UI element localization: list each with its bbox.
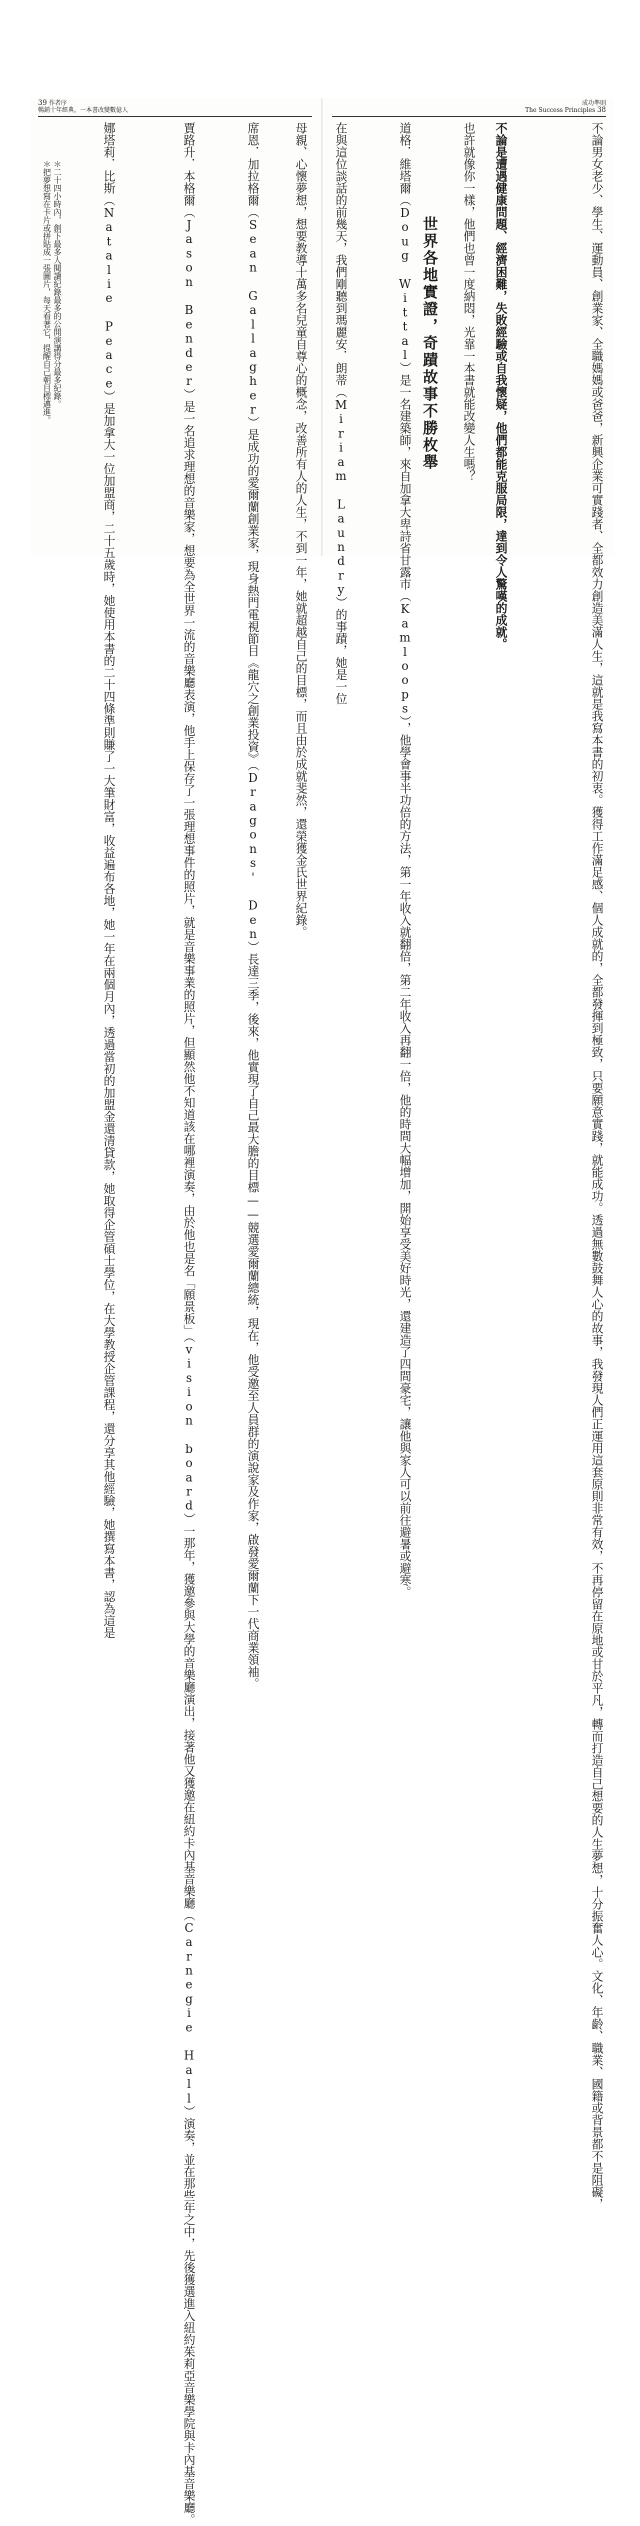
right-paragraph-2: 也許就像你一樣，他們也曾一度納悶，光靠一本書就能改變人生嗎？ [462,122,476,482]
footnote-1: ＊二十四小時內，創下最多人閱讀紀錄最多的公開演講得分最多紀錄。 [53,160,62,408]
left-header-rule [38,116,312,117]
book-spread [30,98,614,2526]
left-paragraph-3: 賈路升．本格爾（Jason Bender）是一名追求理想的音樂家，想要為全世界一流的音樂廳表演，他手上保存了一張理想事件的照片，就是音樂事業的照片，但顯然他不知道該在哪裡演奏，由於他也是名「願景板」（vision board）一那年，獲邀參與大學的音樂廳演出，接著他又獲邀在紐約卡內基音樂廳（Carnegie Hall）演奏，並在那些年之中，先後獲選進入紐約茱莉亞音樂學院與卡內基音樂廳。 [182,122,196,2526]
right-paragraph-3: 道格．維塔爾（Doug Wittal）是一名建築師，來自加拿大卑詩省甘露市（Kamloops），他學會事半功倍的方法，第一年收入就翻倍，第二年收入再翻一倍，他的時間大幅增加，開始享受美好時光，還建造了四間豪宅，讓他與家人可以前往避暑或避寒。 [398,122,412,1598]
right-paragraph-4: 在與這位談話的前幾天，我們剛聽到瑪麗安．朗蒂（Miriam Laundry）的事蹟，她是一位 [334,122,348,705]
right-page-number: 38 [597,106,606,114]
right-english-title: The Success Principles [525,107,596,114]
right-paragraph-1: 不論男女老少、學生、運動員、創業家、全職媽媽或爸爸，新興企業可實踐者、全都效力創造美滿人生，這就是我寫本書的初衷。獲得工作滿足感、個人成就的，全都發揮到極致，只要願意實踐，就能成功。透過無數鼓舞人心的故事，我發現人們正運用這套原則非常有效，不再停留在原地或甘於平凡，轉而打造自己想要的人生夢想，十分振奮人心。文化、年齡、職業、國籍或背景都不是阻礙， [590,122,604,2210]
page-gutter [321,98,323,556]
footnotes [40,160,62,424]
left-paragraph-1: 母親、心懷夢想，想要教導十萬多名兒童自尊心的概念，改善所有人的人生，不到一年，她就超越自己的目標，而且由於成就斐然，還榮獲金氏世界紀錄。 [294,122,308,938]
left-section-title: 作者序 [48,100,67,107]
left-paragraph-2: 席恩．加拉格爾（Sean Gallagher）是成功的愛爾蘭創業家，現身熱門電視節目《龍穴之創業投資》（Dragons' Den）長達三季，後來，他實現了自己最大膽的目標——競選愛爾蘭總統，現在，他受邀至人員群的演說家及作家，啟發愛爾蘭下一代商業領袖。 [246,122,260,1690]
section-heading: 世界各地實證，奇蹟故事不勝枚舉 [421,216,439,471]
right-running-header [525,100,606,114]
footnote-2: ＊把夢想寫在卡片或拼貼成一張圖片，每天看著它，提醒自己朝目標邁進。 [42,160,52,424]
left-subtitle: 暢銷十年經典，一本書改變數億人 [38,107,129,114]
right-bold-sentence: 不論是遭遇健康問題、經濟困難，失敗經驗或自我懷疑，他們都能克服局限，達到令人驚嘆的成就。 [494,122,508,650]
left-running-header [38,100,128,114]
left-page-number: 39 [38,99,47,107]
left-paragraph-4: 娜塔莉．比斯（Natalie Peace）是加拿大一位加盟商，二十五歲時，她使用本書的二十四條準則賺了一大筆財富，收益遍布各地，她一年在兩個月內，透過當初的加盟金還清貸款，她取得企管碩士學位，在大學教授企管課程，還分享其他經驗，她撰寫本書，認為這是 [102,122,116,1639]
right-section-title: 成功準則 [581,100,606,107]
right-header-rule [332,116,606,117]
